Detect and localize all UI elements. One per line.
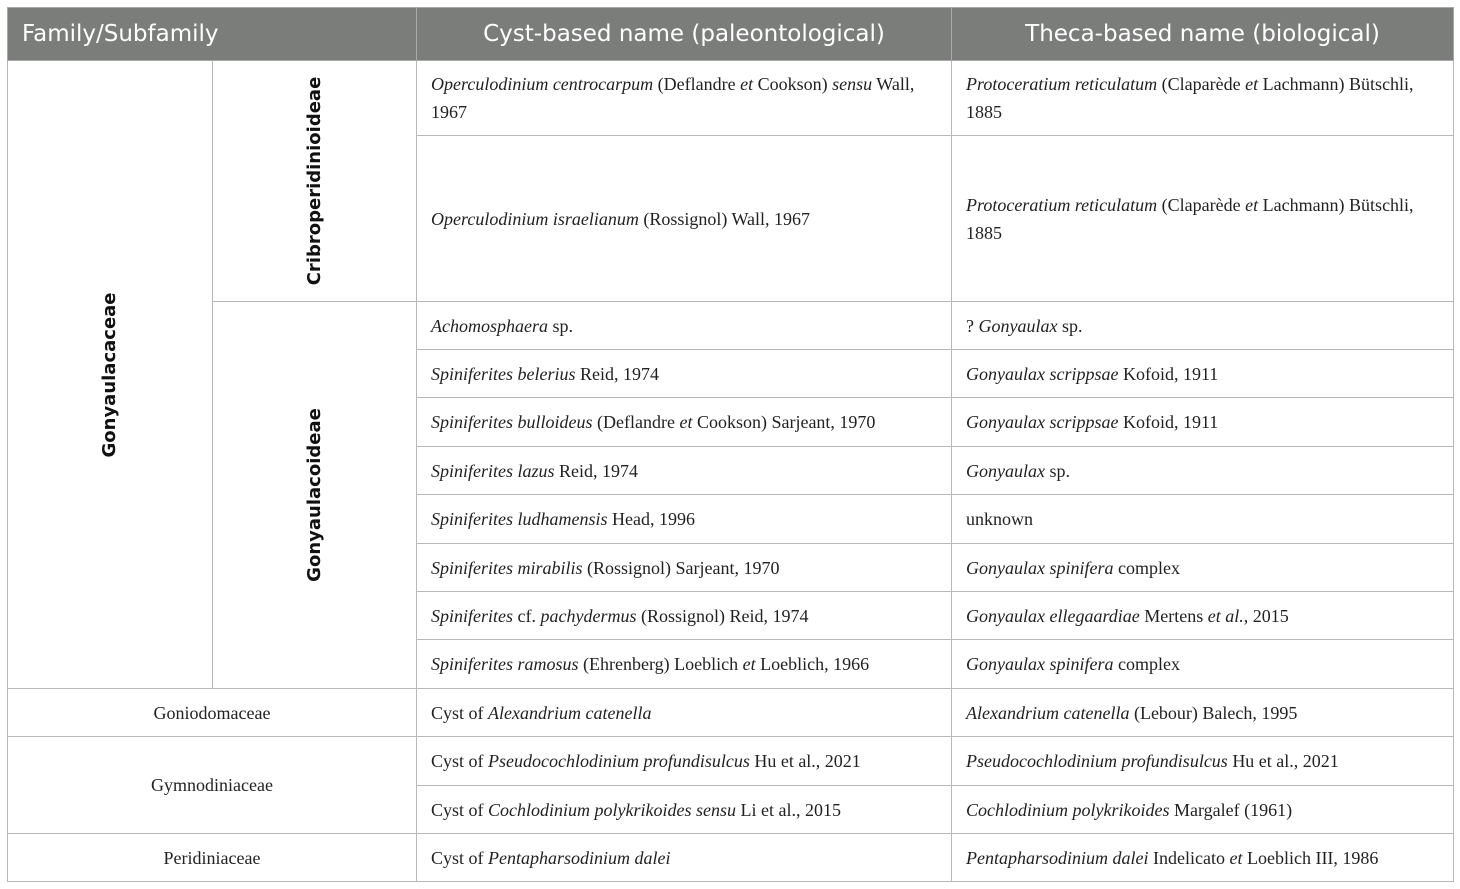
cyst-name-cell bbox=[417, 640, 952, 689]
subfamily-gonyaulacoideae: Gonyaulacoideae bbox=[213, 302, 417, 689]
taxon-name: et al. bbox=[1207, 605, 1244, 626]
taxon-name: Pseudocochlodinium profundisulcus bbox=[966, 751, 1228, 771]
cyst-name-cell bbox=[417, 592, 952, 640]
family-gymnodiniaceae: Gymnodiniaceae bbox=[8, 737, 417, 834]
taxon-name: Spiniferites ludhamensis bbox=[431, 509, 608, 529]
name-text: Indelicato bbox=[1148, 847, 1230, 868]
cyst-name-cell bbox=[417, 350, 952, 398]
name-text: Head, 1996 bbox=[607, 509, 695, 529]
taxon-name: Gonyaulax ellegaardiae bbox=[966, 605, 1140, 626]
table-row bbox=[8, 61, 1454, 136]
taxon-name: Pentapharsodinium dalei bbox=[966, 847, 1149, 868]
name-text: Lachmann) Bütschli, 1885 bbox=[966, 194, 1414, 243]
taxon-name: et bbox=[742, 654, 756, 674]
theca-name-cell bbox=[952, 136, 1454, 302]
name-text: (Rossignol) Sarjeant, 1970 bbox=[582, 557, 780, 578]
name-text: Li et al., 2015 bbox=[735, 799, 841, 820]
name-text: complex bbox=[1113, 557, 1180, 578]
cyst-name-cell bbox=[417, 302, 952, 350]
taxon-name: Gonyaulax scrippsae bbox=[966, 412, 1119, 432]
table-row bbox=[8, 302, 1454, 350]
header-cyst: Cyst-based name (paleontological) bbox=[417, 8, 952, 61]
taxon-name: Operculodinium israelianum bbox=[431, 208, 639, 229]
theca-name-cell bbox=[952, 544, 1454, 592]
taxon-name: Pentapharsodinium dalei bbox=[488, 847, 671, 868]
theca-name-cell bbox=[952, 689, 1454, 737]
cyst-name-cell bbox=[417, 689, 952, 737]
taxon-name: sensu bbox=[832, 74, 873, 94]
subfamily-cribroperidinioideae: Cribroperidinioideae bbox=[213, 61, 417, 302]
taxon-name: Pseudocochlodinium profundisulcus bbox=[488, 751, 750, 771]
taxon-name: et bbox=[1245, 194, 1259, 215]
name-text: Loeblich III, 1986 bbox=[1242, 847, 1379, 868]
theca-name-cell bbox=[952, 495, 1454, 544]
cyst-name-cell bbox=[417, 136, 952, 302]
name-text: Wall, 1967 bbox=[431, 74, 915, 122]
taxon-name: spinifera bbox=[1049, 654, 1114, 674]
name-text: Cyst of bbox=[431, 702, 489, 723]
name-text: sp. bbox=[1044, 460, 1070, 481]
family-gonyaulacaceae: Gonyaulacaceae bbox=[8, 61, 213, 689]
name-text: (Rossignol) Wall, 1967 bbox=[638, 208, 811, 229]
species-table bbox=[7, 7, 1454, 882]
taxon-name: Protoceratium reticulatum bbox=[966, 194, 1158, 215]
table-row bbox=[8, 834, 1454, 882]
taxon-name: pachydermus bbox=[540, 605, 637, 626]
taxon-name: Alexandrium catenella bbox=[488, 702, 652, 723]
name-text: Kofoid, 1911 bbox=[1118, 363, 1219, 384]
theca-name-cell bbox=[952, 398, 1454, 447]
taxon-name: et bbox=[1245, 74, 1259, 94]
header-family: Family/Subfamily bbox=[8, 8, 417, 61]
name-text: Cyst of bbox=[431, 751, 489, 771]
name-text: sp. bbox=[1057, 315, 1083, 336]
name-text: cf. bbox=[513, 605, 541, 626]
taxon-name: Gonyaulax bbox=[966, 460, 1045, 481]
name-text: complex bbox=[1113, 654, 1180, 674]
name-text: Cyst of bbox=[431, 847, 489, 868]
theca-name-cell bbox=[952, 737, 1454, 786]
taxon-name: spinifera bbox=[1049, 557, 1114, 578]
table-row bbox=[8, 689, 1454, 737]
name-text: unknown bbox=[966, 509, 1033, 529]
taxon-name: et bbox=[679, 412, 693, 432]
taxon-name: Spiniferites bbox=[431, 605, 513, 626]
name-text: sp. bbox=[547, 315, 573, 336]
cyst-name-cell bbox=[417, 398, 952, 447]
theca-name-cell bbox=[952, 61, 1454, 136]
name-text: ? bbox=[966, 315, 979, 336]
cyst-name-cell bbox=[417, 834, 952, 882]
table-row bbox=[8, 737, 1454, 786]
name-text: Mertens bbox=[1139, 605, 1208, 626]
name-text: Kofoid, 1911 bbox=[1118, 412, 1219, 432]
taxon-name: Gonyaulax bbox=[978, 315, 1058, 336]
taxon-name: Gonyaulax bbox=[966, 557, 1045, 578]
cyst-name-cell bbox=[417, 495, 952, 544]
cyst-name-cell bbox=[417, 786, 952, 834]
theca-name-cell bbox=[952, 834, 1454, 882]
theca-name-cell bbox=[952, 350, 1454, 398]
theca-name-cell bbox=[952, 592, 1454, 640]
name-text: Margalef (1961) bbox=[1169, 799, 1293, 820]
name-text: Loeblich, 1966 bbox=[755, 654, 870, 674]
cyst-name-cell bbox=[417, 61, 952, 136]
header-row bbox=[8, 8, 1454, 61]
name-text: Hu et al., 2021 bbox=[1227, 751, 1339, 771]
name-text: (Claparède bbox=[1157, 74, 1246, 94]
cyst-name-cell bbox=[417, 544, 952, 592]
taxon-name: Gonyaulax scrippsae bbox=[966, 363, 1119, 384]
theca-name-cell bbox=[952, 447, 1454, 495]
name-text: Cyst of bbox=[431, 799, 489, 820]
taxon-name: Alexandrium catenella bbox=[966, 702, 1130, 723]
name-text: Cookson) bbox=[753, 74, 833, 94]
taxon-name: Operculodinium centrocarpum bbox=[431, 74, 654, 94]
taxon-name: Cochlodinium polykrikoides bbox=[488, 799, 692, 820]
taxon-name: et bbox=[1229, 847, 1243, 868]
taxon-name: Cochlodinium polykrikoides bbox=[966, 799, 1170, 820]
theca-name-cell bbox=[952, 640, 1454, 689]
taxon-name: Gonyaulax bbox=[966, 654, 1045, 674]
taxon-name: Protoceratium reticulatum bbox=[966, 74, 1158, 94]
taxon-name: et bbox=[740, 74, 754, 94]
name-text: (Rossignol) Reid, 1974 bbox=[636, 605, 809, 626]
taxon-name: Spiniferites ramosus bbox=[431, 654, 579, 674]
name-text: Hu et al., 2021 bbox=[749, 751, 861, 771]
taxon-name: Spiniferites mirabilis bbox=[431, 557, 583, 578]
taxon-name: Spiniferites lazus bbox=[431, 460, 555, 481]
name-text: Lachmann) Bütschli, 1885 bbox=[966, 74, 1414, 122]
name-text: (Ehrenberg) Loeblich bbox=[578, 654, 743, 674]
header-theca: Theca-based name (biological) bbox=[952, 8, 1454, 61]
name-text: (Lebour) Balech, 1995 bbox=[1129, 702, 1298, 723]
cyst-name-cell bbox=[417, 737, 952, 786]
name-text: (Deflandre bbox=[592, 412, 680, 432]
theca-name-cell bbox=[952, 302, 1454, 350]
taxon-name: Spiniferites bulloideus bbox=[431, 412, 593, 432]
name-text: Cookson) Sarjeant, 1970 bbox=[692, 412, 876, 432]
family-goniodomaceae: Goniodomaceae bbox=[8, 689, 417, 737]
name-text: Reid, 1974 bbox=[575, 363, 659, 384]
name-text: , 2015 bbox=[1243, 605, 1289, 626]
taxon-name: sensu bbox=[695, 799, 736, 820]
taxon-name: Achomosphaera bbox=[431, 315, 548, 336]
family-peridiniaceae: Peridiniaceae bbox=[8, 834, 417, 882]
taxon-name: Spiniferites belerius bbox=[431, 363, 576, 384]
name-text: Reid, 1974 bbox=[554, 460, 639, 481]
name-text: (Claparède bbox=[1157, 194, 1246, 215]
name-text: (Deflandre bbox=[653, 74, 741, 94]
theca-name-cell bbox=[952, 786, 1454, 834]
cyst-name-cell bbox=[417, 447, 952, 495]
